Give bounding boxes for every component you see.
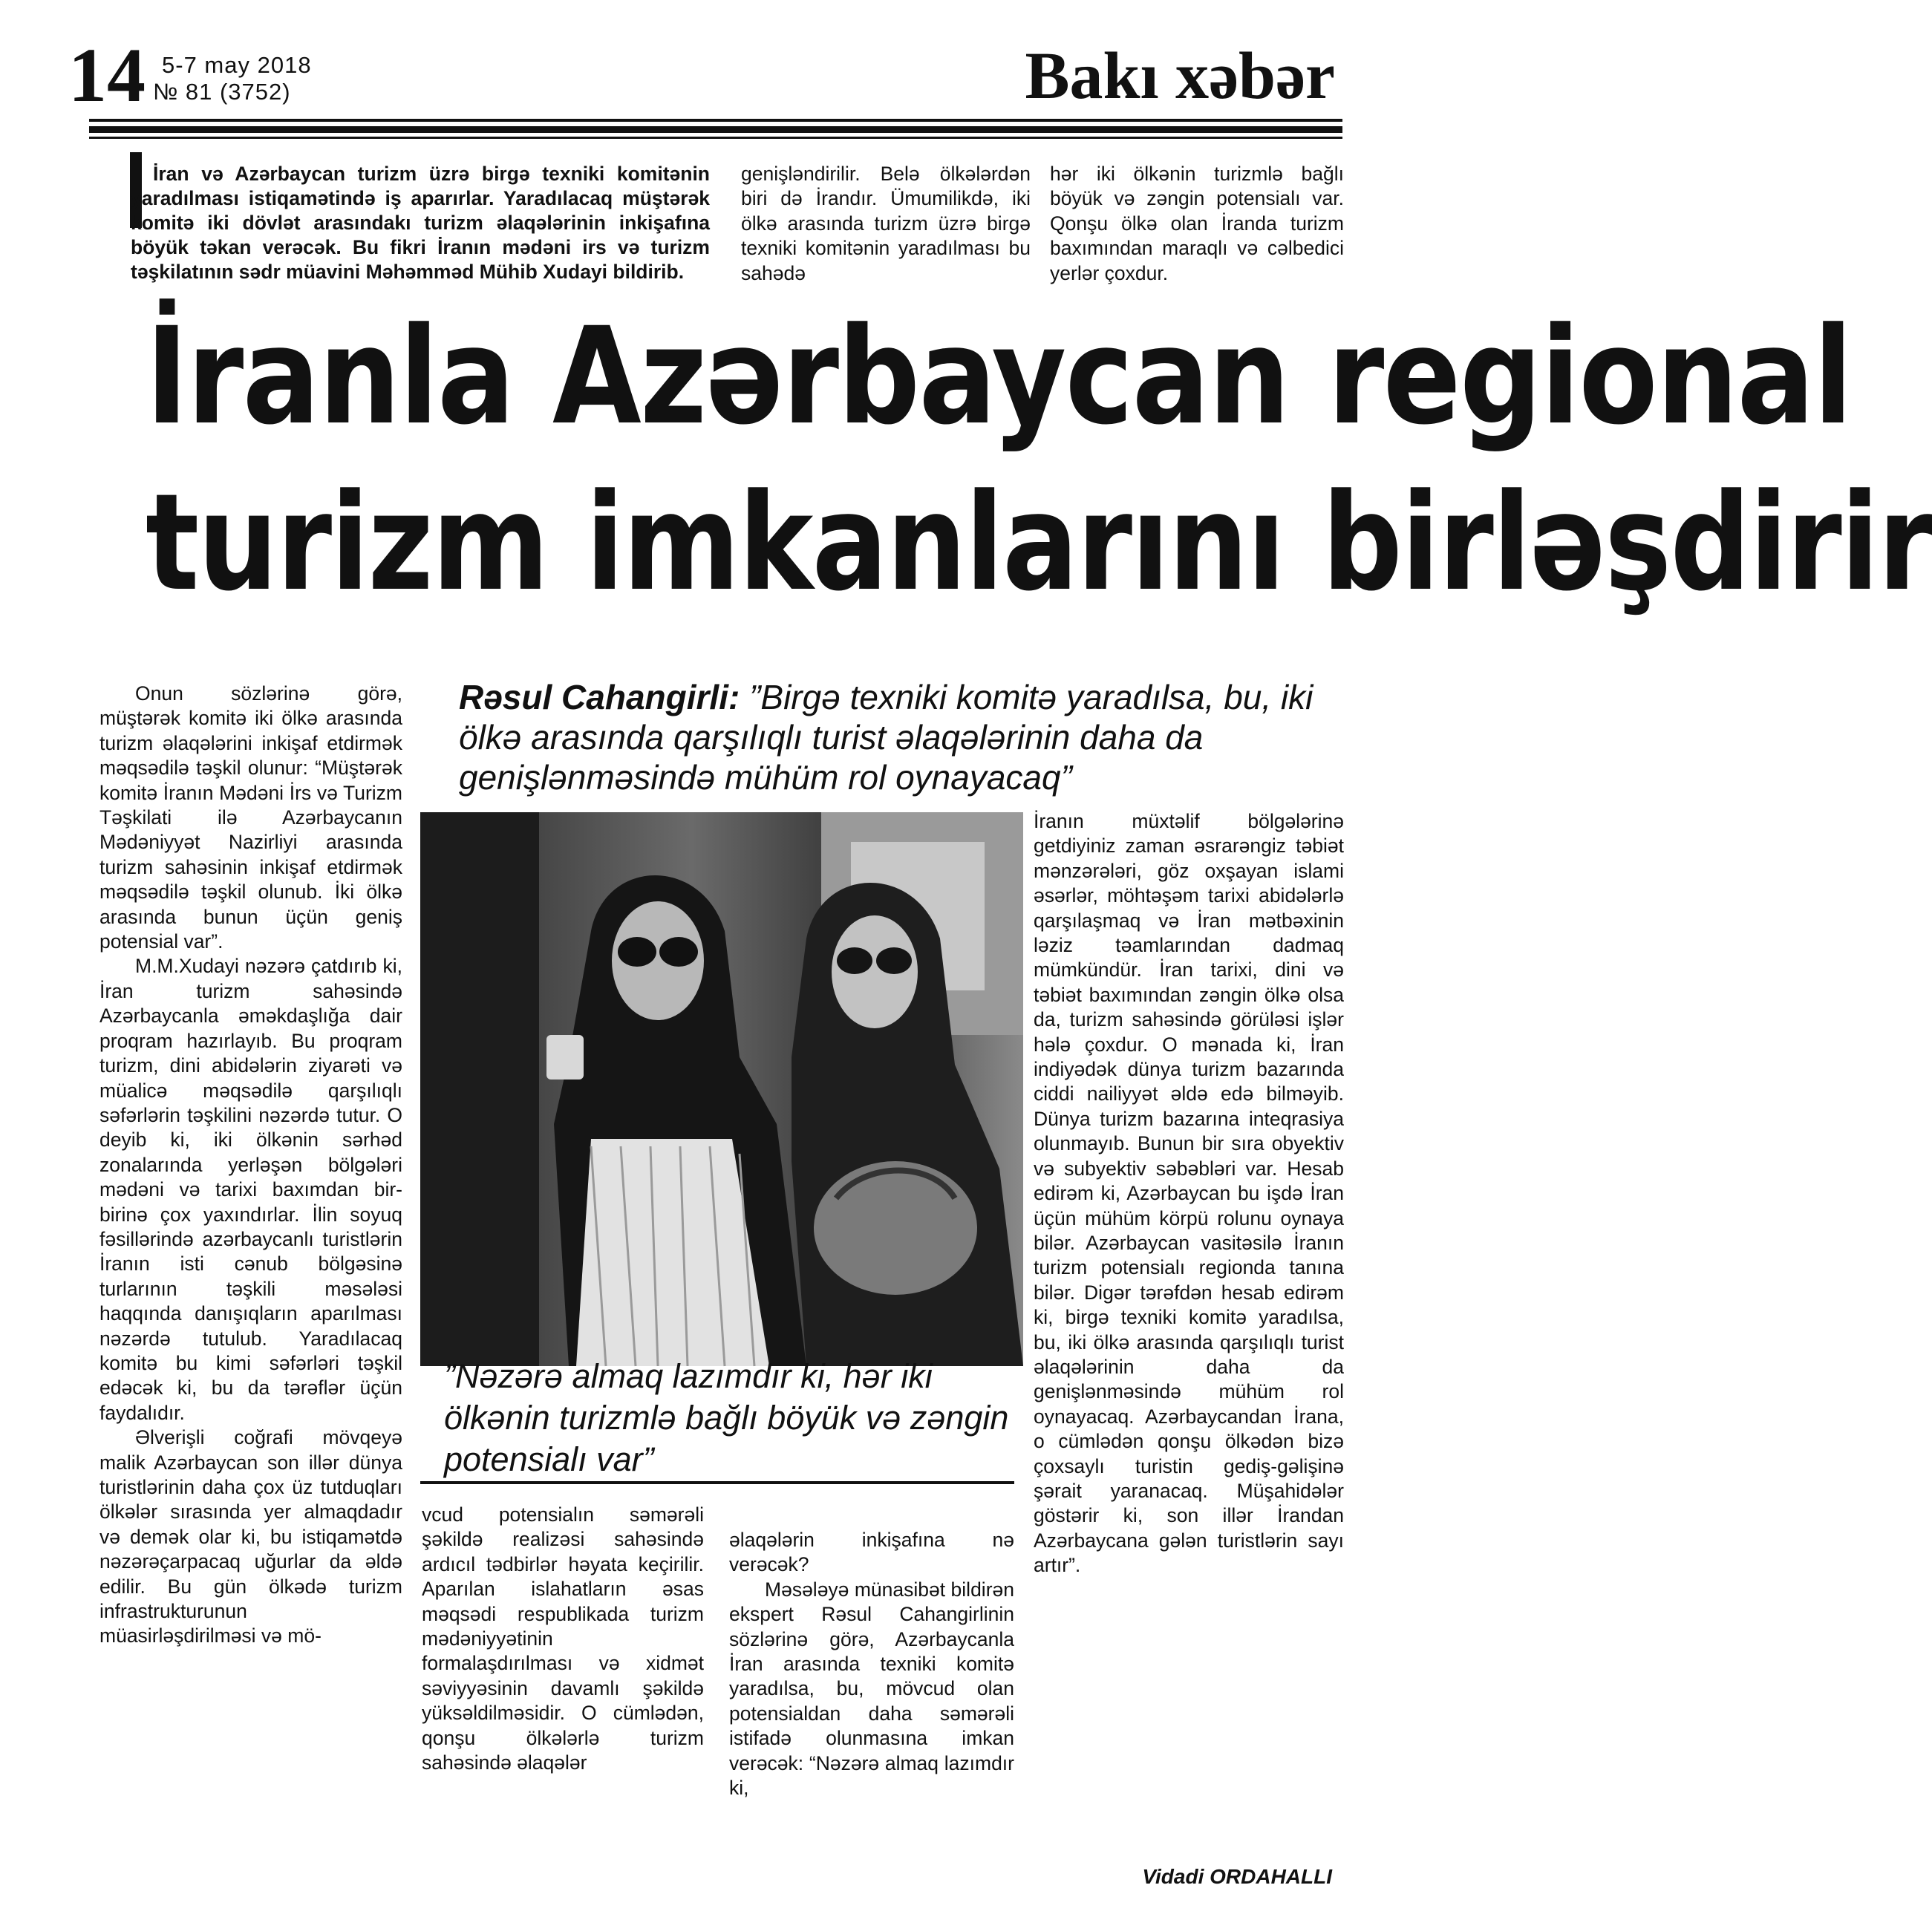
headline-line-1: İranla Azərbaycan regional [146, 299, 1852, 454]
bottom-column-2 [729, 1528, 1014, 1800]
left-column-paragraph-1: Onun sözlərinə görə, müştərək komitə iki ölkə arasında turizm əlaqələrini inkişaf etdirmək məqsədilə təşkil olunur: “Müştərək komitə İranın Mədəni İrs və Turizm Təşkilati ilə Azərbaycanın Mədəniyyət Nazirliyi arasında turizm sahəsinin inkişaf etdirmək məqsədilə təşkil olunub. İki ölkə arasında bunun üçün geniş potensial var”. [99, 682, 402, 953]
bottom-column-1-text: vcud potensialın səmərəli şəkildə realizəsi sahəsində ardıcıl tədbirlər həyata keçirilir. Aparılan islahatların əsas məqsədi respublikada turizm mədəniyyətinin formalaşdırılması və xidmət səviyyəsinin davamlı şəkildə yüksəldilməsidir. O cümlədən, qonşu ölkələrlə turizm sahəsində əlaqələr [422, 1503, 704, 1774]
pull-quote-rule [420, 1481, 1014, 1484]
bottom-column-1 [422, 1503, 704, 1775]
lead-column-3 [1050, 162, 1344, 286]
masthead: Bakı xəbər [1025, 39, 1335, 113]
issue-date: 5-7 may 2018 [162, 52, 312, 78]
article-photo [420, 812, 1023, 1366]
lead-text: İran və Azərbaycan turizm üzrə birgə texniki komitənin yaradılması istiqamətində iş aparırlar. Yaradılacaq müştərək komitə iki dövlət arasındakı turizm əlaqələrinin inkişafına böyük təkan verəcək. Bu fikri İranın mədəni irs və turizm təşkilatının sədr müavini Məhəmməd Mühib Xudayi bildirib. [131, 163, 710, 283]
left-column-paragraph-2: M.M.Xudayi nəzərə çatdırıb ki, İran turizm sahəsində Azərbaycanla əməkdaşlığa dair proqram hazırlayıb. Bu proqram turizm, dini abidələrin ziyarəti və müalicə məqsədilə qarşılıqlı səfərlərin təşkilini nəzərdə tutur. O deyib ki, iki ölkənin sərhəd zonalarında yerləşən bölgələri mədəni və tarixi baxımdan bir-birinə çox yaxındırlar. İlin soyuq fəsillərində azərbaycanlı turistlərin İranın isti cənub bölgəsinə turlarının təşkili məsələsi haqqında danışıqların aparılması nəzərdə tutulub. Yaradılacaq komitə bu kimi səfərləri təşkil edəcək ki, bu da tərəflər üçün faydalıdır. [99, 955, 402, 1424]
headline-line-2: turizm imkanlarını birləşdirir [146, 466, 1932, 621]
byline: Vidadi ORDAHALLI [1142, 1865, 1332, 1888]
bottom-column-2-paragraph-2: Məsələyə münasibət bildirən ekspert Rəsul Cahangirlinin sözlərinə görə, Azərbaycanla İran arasında texniki komitə yaradılsa, bu, mövcud olan potensialdan daha səmərəli istifadə olunmasına imkan verəcək: “Nəzərə almaq lazımdır ki, [729, 1578, 1014, 1800]
header-rule-bottom [89, 137, 1342, 139]
page-number: 14 [68, 33, 146, 118]
lead-column-3-text: hər iki ölkənin turizmlə bağlı böyük və zəngin potensialı var. Qonşu ölkə olan İranda turizm baxımından maraqlı və cəlbedici yerlər çoxdur. [1050, 163, 1344, 284]
lead-paragraph [131, 162, 710, 284]
subheadline-speaker: Rəsul Cahangirli: [459, 678, 740, 716]
left-column-paragraph-3: Əlverişli coğrafi mövqeyə malik Azərbaycan son illər dünya turistlərinin daha çox üz tutduqları ölkələr sırasında yer almaqdadır və demək olar ki, bu istiqamətdə nəzərəçarpacaq uğurlar da əldə edilir. Bu gün ölkədə turizm infrastrukturunun müasirləşdirilməsi və mö- [99, 1426, 402, 1647]
issue-number: № 81 (3752) [153, 79, 291, 105]
subheadline-text: ”Birgə texniki komitə yaradılsa, bu, iki ölkə arasında qarşılıqlı turist əlaqələrinin daha da genişlənməsində mühüm rol oynayacaq” [459, 678, 1313, 797]
right-column [1034, 809, 1344, 1578]
lead-column-2-text: genişləndirilir. Belə ölkələrdən biri də İrandır. Ümumilikdə, iki ölkə arasında turizm üzrə birgə texniki komitənin yaradılması bu sahədə [741, 163, 1031, 284]
left-column [99, 682, 402, 1649]
subheadline-quote [459, 677, 1328, 797]
header-rule-thin [89, 119, 1342, 122]
pull-quote: ”Nəzərə almaq lazımdır ki, hər iki ölkənin turizmlə bağlı böyük və zəngin potensialı var” [444, 1357, 1009, 1478]
lead-column-2 [741, 162, 1031, 286]
header-rule-thick [89, 126, 1342, 133]
bottom-column-2-paragraph-1: əlaqələrin inkişafına nə verəcək? [729, 1529, 1014, 1576]
right-column-text: İranın müxtəlif bölgələrinə getdiyiniz zaman əsrarəngiz təbiət mənzərələri, göz oxşayan islami əsərlər, möhtəşəm tarixi abidələrlə qarşılaşmaq və İran mətbəxinin ləziz təamlarından dadmaq mümkündür. İran tarixi, dini və təbiət baxımından zəngin ölkə olsa da, turizm sahəsində görüləsi işlər hələ çoxdur. O mənada ki, İran indiyədək dünya turizm bazarında ciddi nailiyyət əldə edə bilməyib. Dünya turizm bazarına inteqrasiya olunmayıb. Bunun bir sıra obyektiv və subyektiv səbəbləri var. Hesab edirəm ki, Azərbaycan bu işdə İran üçün mühüm körpü rolunu oynaya bilər. Azərbaycan vasitəsilə İranın turizm potensialı regionda tanına bilər. Digər tərəfdən hesab edirəm ki, birgə texniki komitə yaradılsa, bu, iki ölkə arasında qarşılıqlı turist əlaqələrinin daha da genişlənməsində mühüm rol oynayacaq. Azərbaycandan İrana, o cümlədən qonşu ölkədən bizə çoxsaylı turistin gediş-gəlişinə şərait yaranacaq. Müşahidələr göstərir ki, son illər İrandan Azərbaycana gələn turistlərin sayı artır”. [1034, 810, 1344, 1577]
